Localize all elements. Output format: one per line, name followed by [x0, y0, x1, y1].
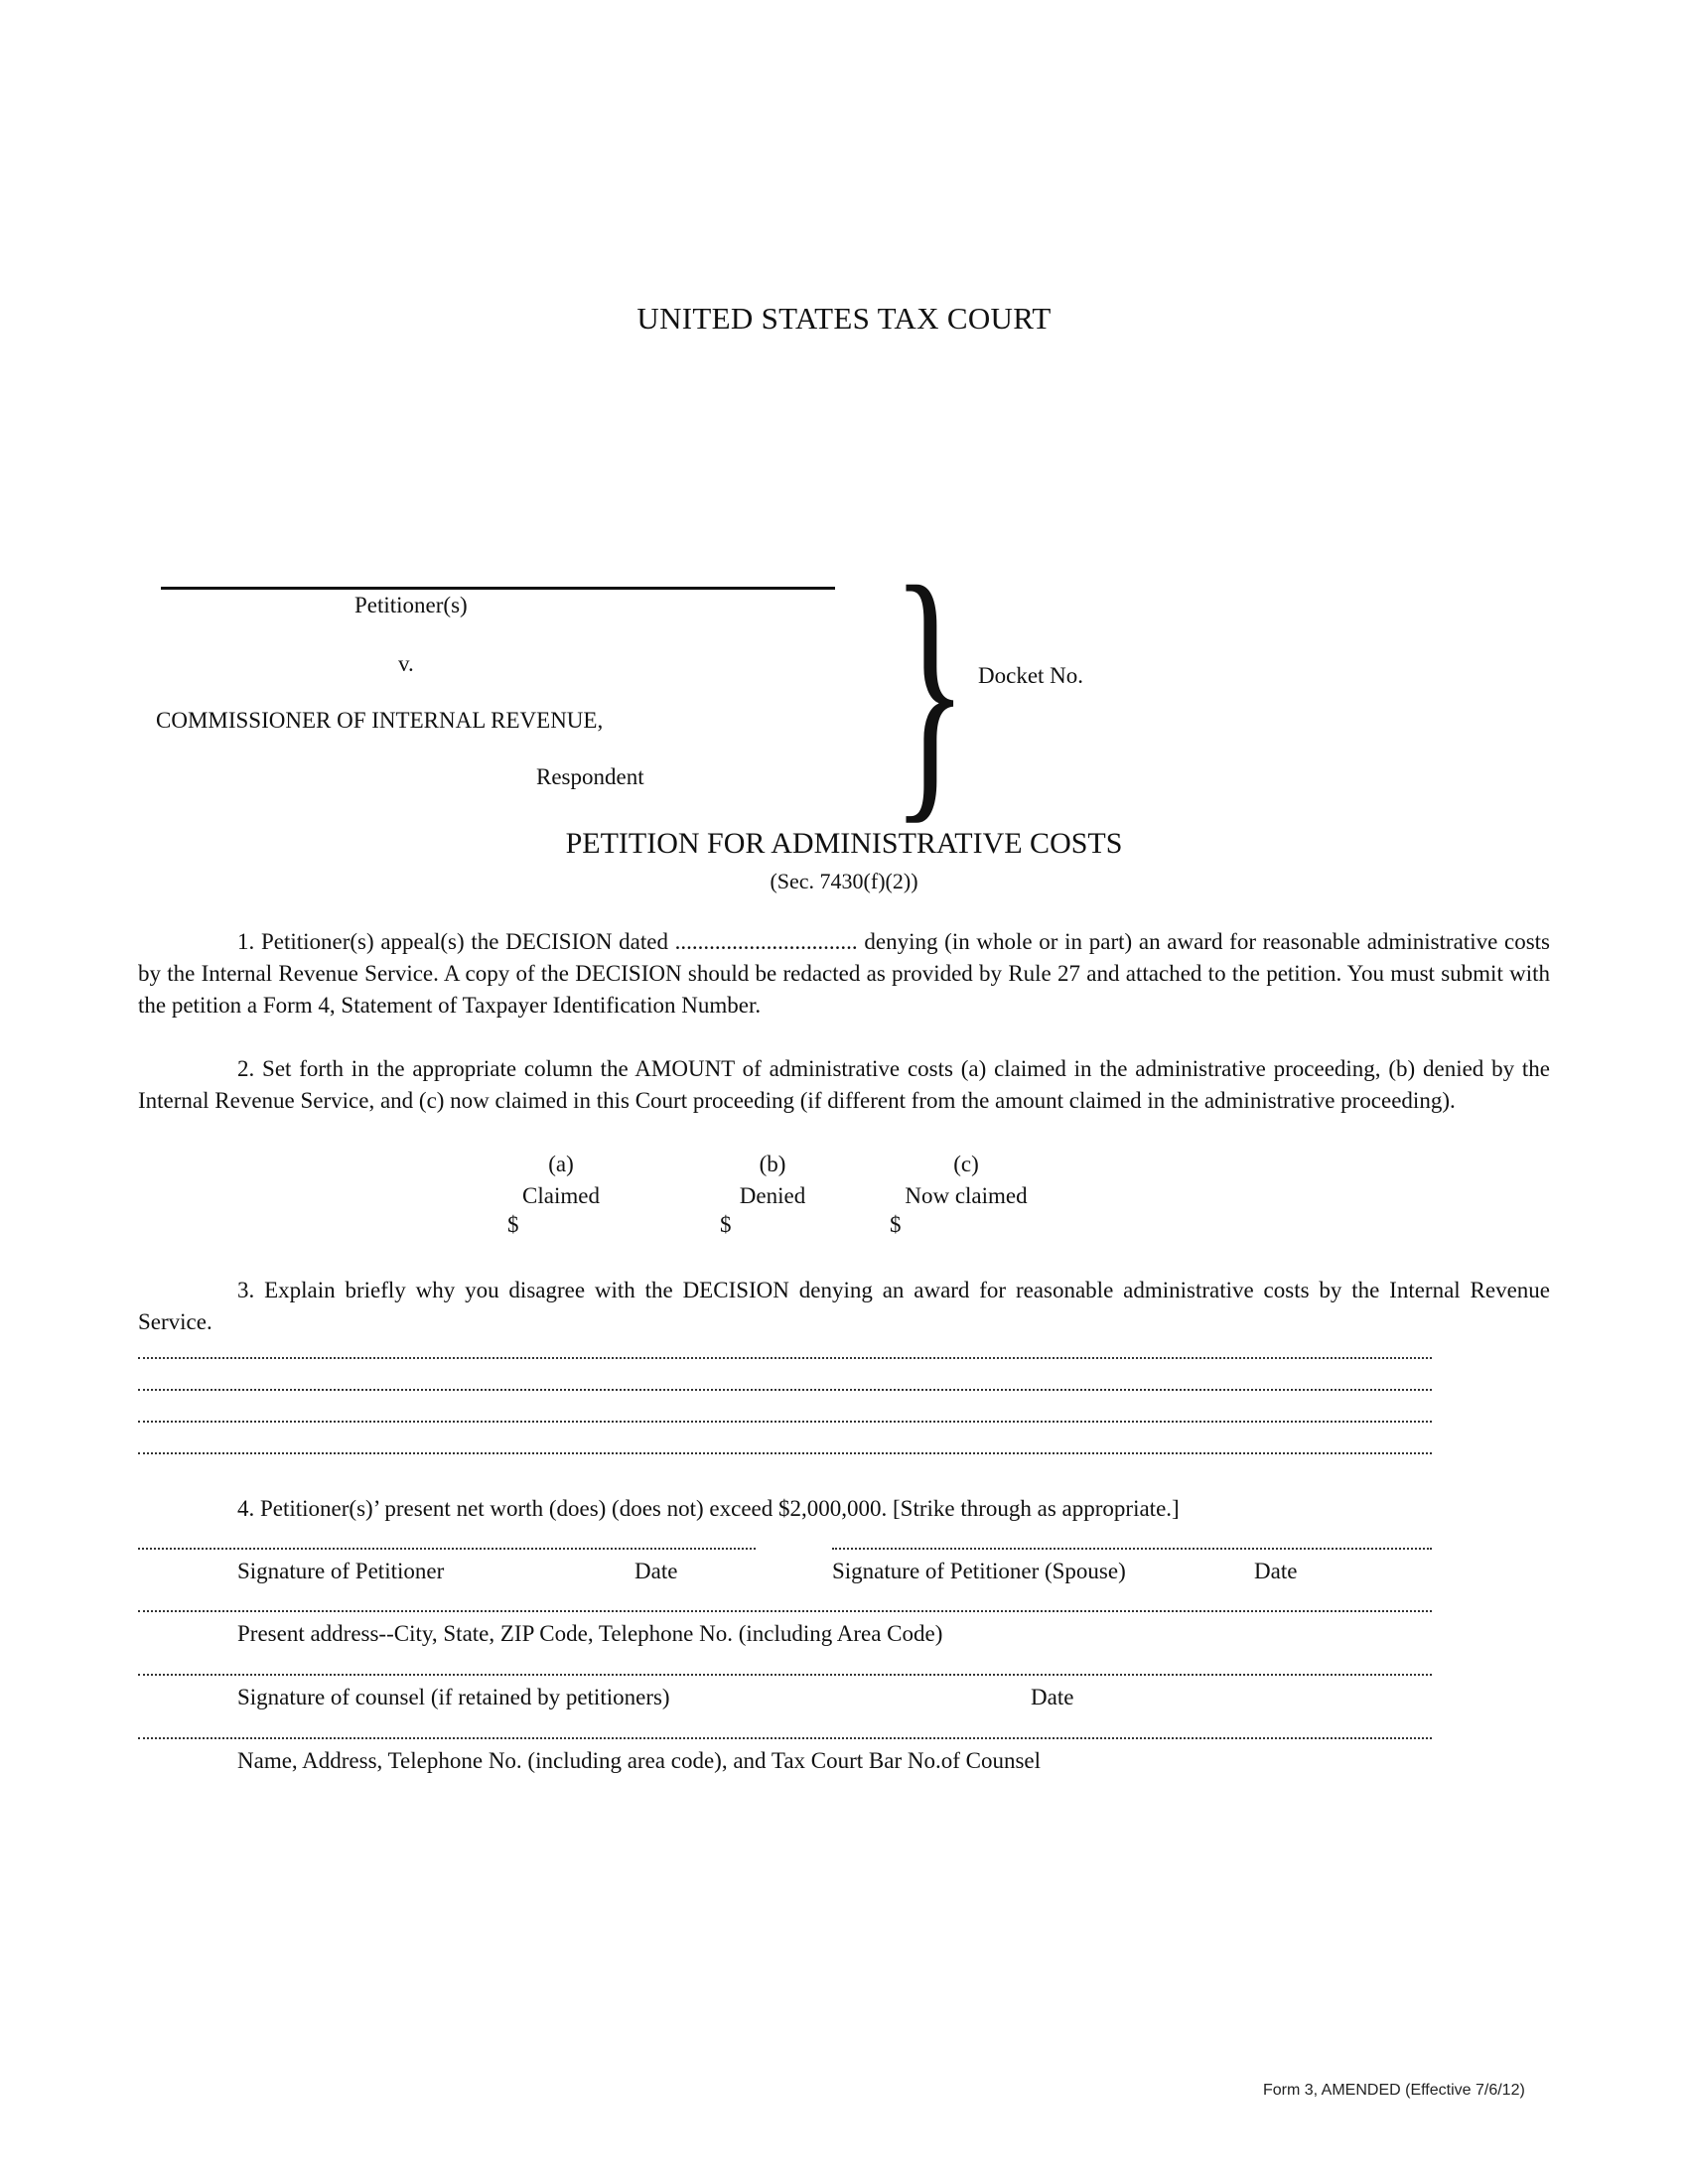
column-a: [496, 1149, 626, 1212]
column-letter: (c): [953, 1152, 979, 1176]
column-letter: (a): [548, 1152, 574, 1176]
petitioner-name-line[interactable]: [161, 587, 835, 590]
amount-now-claimed-field[interactable]: $: [890, 1212, 902, 1237]
counsel-date-label: Date: [1031, 1685, 1074, 1709]
explanation-line[interactable]: [138, 1389, 1432, 1391]
explanation-line[interactable]: [138, 1421, 1432, 1423]
versus-label: v.: [398, 651, 414, 676]
amount-claimed-field[interactable]: $: [507, 1212, 519, 1237]
spouse-date-label: Date: [1254, 1559, 1298, 1583]
counsel-info-label: Name, Address, Telephone No. (including area code), and Tax Court Bar No.of Counsel: [237, 1748, 1042, 1773]
column-b: [713, 1149, 832, 1212]
spouse-signature-line[interactable]: [832, 1548, 1432, 1550]
paragraph-1: 1. Petitioner(s) appeal(s) the DECISION dated ................................ denying (in whole or in part) an award for reasonable administrative costs by the Internal Revenue Service. A copy of the DECISION should be redacted as provided by Rule 27 and attached to the petition. You must submit with the petition a Form 4, Statement of Taxpayer Identification Number.: [138, 929, 1550, 1018]
column-label: Denied: [739, 1183, 806, 1208]
column-c: [887, 1149, 1046, 1212]
address-line[interactable]: [138, 1610, 1432, 1612]
statute-reference: (Sec. 7430(f)(2)): [770, 869, 918, 893]
explanation-line[interactable]: [138, 1357, 1432, 1359]
address-label: Present address--City, State, ZIP Code, Telephone No. (including Area Code): [237, 1621, 943, 1646]
explanation-line[interactable]: [138, 1452, 1432, 1454]
column-label: Now claimed: [905, 1183, 1028, 1208]
counsel-info-line[interactable]: [138, 1737, 1432, 1739]
counsel-signature-line[interactable]: [138, 1674, 1432, 1676]
court-title: UNITED STATES TAX COURT: [636, 301, 1052, 336]
petitioner-date-label: Date: [634, 1559, 678, 1583]
petitioner-signature-label: Signature of Petitioner: [237, 1559, 445, 1583]
amount-denied-field[interactable]: $: [720, 1212, 732, 1237]
counsel-signature-label: Signature of counsel (if retained by petitioners): [237, 1685, 670, 1709]
form-identifier: Form 3, AMENDED (Effective 7/6/12): [1263, 2082, 1525, 2099]
paragraph-2: 2. Set forth in the appropriate column the AMOUNT of administrative costs (a) claimed in the administrative proceeding, (b) denied by the Internal Revenue Service, and (c) now claimed in this Court proceeding (if different from the amount claimed in the administrative proceeding).: [138, 1056, 1550, 1113]
petitioner-label: Petitioner(s): [354, 593, 468, 617]
respondent-label: Respondent: [536, 764, 644, 789]
column-label: Claimed: [522, 1183, 600, 1208]
paragraph-3: 3. Explain briefly why you disagree with the DECISION denying an award for reasonable administrative costs by the Internal Revenue Service.: [138, 1278, 1550, 1334]
column-letter: (b): [759, 1152, 786, 1176]
petition-title: PETITION FOR ADMINISTRATIVE COSTS: [565, 827, 1123, 860]
spouse-signature-label: Signature of Petitioner (Spouse): [832, 1559, 1126, 1583]
caption-brace: }: [892, 528, 968, 847]
paragraph-4: 4. Petitioner(s)’ present net worth (does) (does not) exceed $2,000,000. [Strike through as appropriate.]: [237, 1496, 1180, 1521]
docket-label: Docket No.: [978, 663, 1084, 688]
petitioner-signature-line[interactable]: [138, 1548, 756, 1550]
respondent-name: COMMISSIONER OF INTERNAL REVENUE,: [156, 708, 604, 733]
